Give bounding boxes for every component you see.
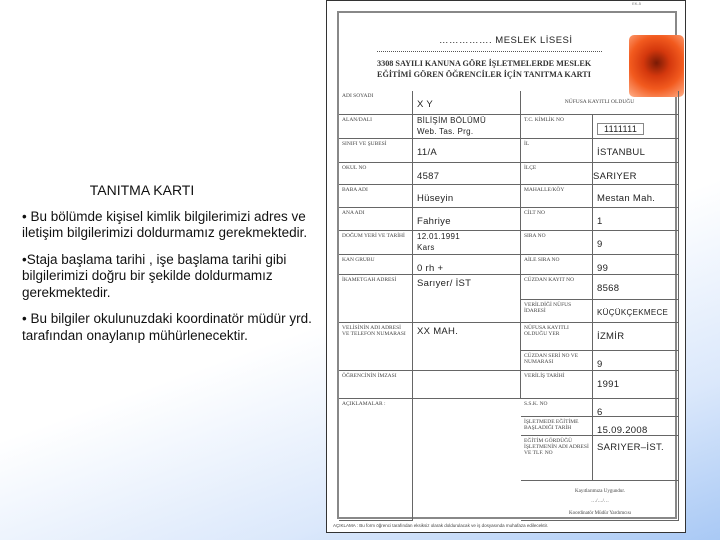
field-value: İSTANBUL [597,147,646,158]
field-value: BİLİŞİM BÖLÜMÜ [417,116,487,125]
field-label: ADI SOYADI [342,93,374,99]
field-label-cell [521,185,593,208]
field-value: X Y [417,99,434,110]
field-label-cell [339,208,413,231]
field-value: 9 [597,359,603,370]
field-label: VELİSİNİN ADI ADRESİ VE TELEFON NUMARASI [342,325,406,337]
field-value: 1111111 [597,123,644,135]
field-label-cell [339,323,413,371]
field-value: Mestan Mah. [597,193,656,204]
field-value: Web. Tas. Prg. [417,127,474,136]
field-label-cell [521,163,593,185]
field-label: CÜZDAN KAYIT NO [524,277,575,283]
field-value: Fahriye [417,216,451,227]
field-label: AÇIKLAMALAR : [342,401,386,407]
field-label: EĞİTİM GÖRDÜĞÜ İŞLETMENİN ADI ADRESİ VE TLF. NO [524,438,589,456]
bullet-1: • Bu bölümde kişisel kimlik bilgilerimizi adres ve iletişim bilgilerimizi doldurmamız gerekmektedir. [22,208,308,240]
field-label: S.S.K. NO [524,401,548,407]
field-value-cell [593,231,679,255]
heading-line-1: 3308 SAYILI KANUNA GÖRE İŞLETMELERDE MESLEK [377,59,592,68]
field-label: OKUL NO [342,165,367,171]
field-value: Sarıyer/ İST [417,278,472,289]
field-label: İŞLETMEDE EĞİTİME BAŞLADIĞI TARİH [524,419,579,431]
field-label: ANA ADI [342,210,365,216]
field-label-cell [339,255,413,275]
field-label-cell [339,163,413,185]
field-label: SINIFI VE ŞUBESİ [342,141,387,147]
field-label-cell [521,417,593,436]
field-label-cell [339,115,413,139]
approval-text: …/…/… [591,499,609,504]
field-label: İKAMETGAH ADRESİ [342,277,397,283]
bullet-3: • Bu bilgiler okulunuzdaki koordinatör müdür yrd. tarafından onaylanıp mühürlenecektir. [22,311,312,343]
field-label: VERİLİŞ TARİHİ [524,373,565,379]
field-label-cell [339,371,413,399]
field-value: 1991 [597,379,620,390]
field-label-cell [339,91,413,115]
field-label-cell [521,275,593,300]
field-label: NÜFUSA KAYITLI OLDUĞU YER [524,325,569,337]
field-label: T.C. KİMLİK NO [524,117,564,123]
field-label: CÜZDAN SERİ NO VE NUMARASI [524,353,579,365]
field-value-cell [413,371,521,399]
field-label: SIRA NO [524,233,546,239]
field-value-cell [593,208,679,231]
field-value: SARIYER [593,171,637,182]
field-value: 99 [597,263,609,274]
field-value-cell [593,351,679,371]
field-label: ALAN/DALI [342,117,372,123]
form-heading [377,58,591,80]
field-value: 0 rh + [417,263,444,274]
field-label: BABA ADI [342,187,368,193]
field-label-cell [521,371,593,399]
approval-text: Koordinatör Müdür Yardımcısı [568,511,632,516]
field-label: İLÇE [524,165,537,171]
field-label-cell [521,139,593,163]
form-footer: AÇIKLAMA : Bu form öğrenci tarafından eksiksiz olarak doldurulacak ve iş dosyasında muhafaza edilecektir. [333,523,549,528]
school-name: ……………. MESLEK LİSESİ [439,35,573,46]
bullet-2: •Staja başlama tarihi , işe başlama tarihi gibi bilgilerimizi doğru bir şekilde doldurmamız gerekmektedir. [22,251,287,300]
field-label-cell [339,399,413,521]
field-value: İZMİR [597,331,625,342]
field-label-cell [521,115,593,139]
field-label-cell [521,255,593,275]
field-label-cell [521,399,593,417]
field-label: ÖĞRENCİNİN İMZASI [342,373,397,379]
field-label: KAN GRUBU [342,257,375,263]
field-value: 1 [597,216,603,227]
nufus-header-cell [521,91,679,115]
field-label: İL [524,141,530,147]
field-value-cell [593,399,679,417]
field-value: SARIYER–İST. [597,442,664,453]
field-value: 15.09.2008 [597,425,648,436]
field-label-cell [521,231,593,255]
field-label: CİLT NO [524,210,545,216]
nufus-header: NÜFUSA KAYITLI OLDUĞU [564,99,635,105]
field-label: MAHALLE/KÖY [524,187,565,193]
slide-text [22,182,312,354]
field-value: 11/A [417,147,438,158]
field-value: KÜÇÜKÇEKMECE [597,308,669,317]
field-label-cell [521,351,593,371]
field-label-cell [521,300,593,323]
field-label-cell [339,231,413,255]
form-frame [333,11,677,528]
field-label-cell [339,275,413,323]
id-card-form-image [326,0,686,533]
heading-line-2: EĞİTİMİ GÖREN ÖĞRENCİLER İÇİN TANITMA KARTI [377,70,591,79]
field-label-cell [521,323,593,351]
field-value: XX MAH. [417,326,459,337]
slide-title: TANITMA KARTI [89,182,195,198]
field-label: DOĞUM YERİ VE TARİHİ [342,233,405,239]
field-label-cell [521,208,593,231]
field-label-cell [339,139,413,163]
field-label: VERİLDİĞİ NÜFUS İDARESİ [524,302,572,314]
field-label: AİLE SIRA NO [524,257,560,263]
field-label-cell [521,436,593,481]
field-value: 8568 [597,283,620,294]
field-value: 4587 [417,171,440,182]
divider [377,51,602,52]
field-value: 6 [597,407,603,418]
field-label-cell [339,185,413,208]
field-value: 12.01.1991 [417,232,461,241]
field-value: Kars [417,243,435,252]
approval-text: Kayıtlarımıza Uygundur. [575,489,625,494]
student-photo [629,35,684,97]
field-value: 9 [597,239,603,250]
corner-label: EK-5 [632,1,641,6]
field-value: Hüseyin [417,193,454,204]
